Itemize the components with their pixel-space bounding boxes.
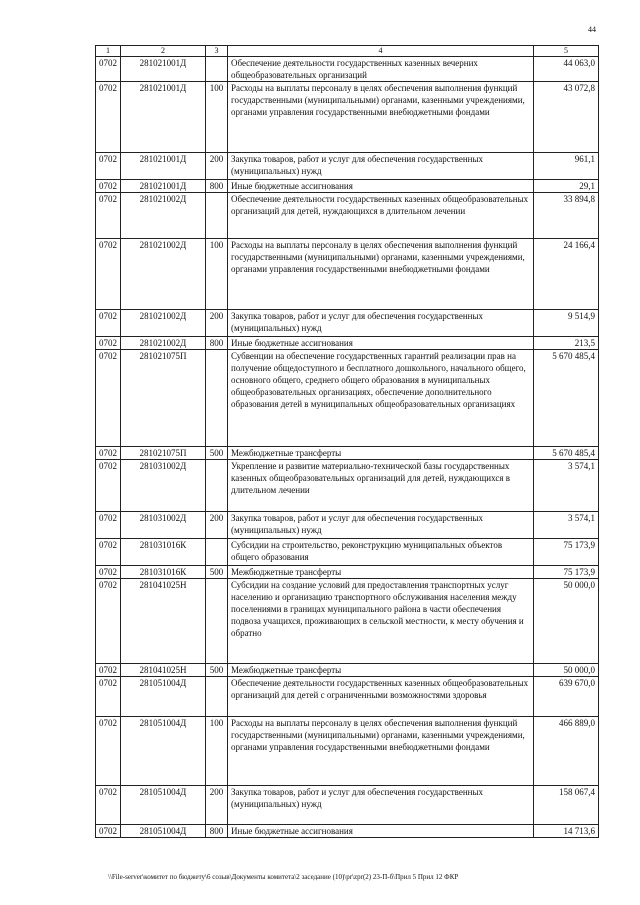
code-cell: 281021002Д — [121, 337, 206, 350]
section-cell: 0702 — [96, 539, 121, 566]
section-cell: 0702 — [96, 677, 121, 717]
column-header: 3 — [206, 46, 228, 57]
amount-cell: 3 574,1 — [534, 460, 599, 512]
table-row — [96, 153, 599, 180]
amount-cell: 961,1 — [534, 153, 599, 180]
table-header-row — [96, 46, 599, 57]
table-row — [96, 350, 599, 447]
description-cell: Расходы на выплаты персоналу в целях обеспечения выполнения функций государственными (муниципальными) органами, казенными учреждениями, органами управления государственными внебюджетными фондами — [228, 239, 534, 310]
section-cell: 0702 — [96, 57, 121, 82]
table-row — [96, 310, 599, 337]
table-row — [96, 786, 599, 825]
table-row — [96, 239, 599, 310]
amount-cell: 158 067,4 — [534, 786, 599, 825]
type-cell — [206, 579, 228, 664]
description-cell: Иные бюджетные ассигнования — [228, 337, 534, 350]
description-cell: Обеспечение деятельности государственных казенных общеобразовательных организаций для детей с ограниченными возможностями здоровья — [228, 677, 534, 717]
type-cell: 200 — [206, 153, 228, 180]
section-cell: 0702 — [96, 447, 121, 460]
amount-cell: 213,5 — [534, 337, 599, 350]
type-cell: 100 — [206, 82, 228, 153]
section-cell: 0702 — [96, 825, 121, 838]
type-cell — [206, 460, 228, 512]
description-cell: Иные бюджетные ассигнования — [228, 825, 534, 838]
section-cell: 0702 — [96, 512, 121, 539]
description-cell: Межбюджетные трансферты — [228, 664, 534, 677]
table-row — [96, 664, 599, 677]
type-cell: 200 — [206, 512, 228, 539]
code-cell: 281021075П — [121, 350, 206, 447]
code-cell: 281031002Д — [121, 512, 206, 539]
type-cell: 100 — [206, 239, 228, 310]
section-cell: 0702 — [96, 717, 121, 786]
code-cell: 281021002Д — [121, 193, 206, 239]
code-cell: 281021002Д — [121, 310, 206, 337]
table-row — [96, 579, 599, 664]
description-cell: Субсидии на создание условий для предоставления транспортных услуг населению и организацию транспортного обслуживания населения между поселениями в границах муниципального района в части обеспечения подвоза учащихся, проживающих в сельской местности, к месту обучения и обратно — [228, 579, 534, 664]
description-cell: Обеспечение деятельности государственных казенных вечерних общеобразовательных организаций — [228, 57, 534, 82]
section-cell: 0702 — [96, 786, 121, 825]
file-path-footer: \\File-server\комитет по бюджету\6 созыв\Документы комитета\2 заседание (10)\pr\zpr(2) 23-П-б\Прил 5 Прил 12 ФКР — [108, 873, 459, 881]
amount-cell: 5 670 485,4 — [534, 350, 599, 447]
page-number: 44 — [588, 25, 596, 34]
type-cell: 500 — [206, 566, 228, 579]
table-row — [96, 717, 599, 786]
description-cell: Расходы на выплаты персоналу в целях обеспечения выполнения функций государственными (муниципальными) органами, казенными учреждениями, органами управления государственными внебюджетными фондами — [228, 717, 534, 786]
code-cell: 281031016К — [121, 566, 206, 579]
type-cell — [206, 539, 228, 566]
description-cell: Закупка товаров, работ и услуг для обеспечения государственных (муниципальных) нужд — [228, 786, 534, 825]
type-cell: 800 — [206, 180, 228, 193]
type-cell — [206, 57, 228, 82]
code-cell: 281041025Н — [121, 579, 206, 664]
column-header: 1 — [96, 46, 121, 57]
description-cell: Закупка товаров, работ и услуг для обеспечения государственных (муниципальных) нужд — [228, 512, 534, 539]
section-cell: 0702 — [96, 193, 121, 239]
amount-cell: 5 670 485,4 — [534, 447, 599, 460]
description-cell: Субсидии на строительство, реконструкцию муниципальных объектов общего образования — [228, 539, 534, 566]
table-row — [96, 539, 599, 566]
code-cell: 281021001Д — [121, 153, 206, 180]
code-cell: 281041025Н — [121, 664, 206, 677]
description-cell: Закупка товаров, работ и услуг для обеспечения государственных (муниципальных) нужд — [228, 153, 534, 180]
type-cell — [206, 677, 228, 717]
table-row — [96, 677, 599, 717]
table-row — [96, 82, 599, 153]
section-cell: 0702 — [96, 579, 121, 664]
table-row — [96, 57, 599, 82]
amount-cell: 639 670,0 — [534, 677, 599, 717]
description-cell: Расходы на выплаты персоналу в целях обеспечения выполнения функций государственными (муниципальными) органами, казенными учреждениями, органами управления государственными внебюджетными фондами — [228, 82, 534, 153]
budget-table — [95, 45, 599, 838]
table-row — [96, 180, 599, 193]
section-cell: 0702 — [96, 460, 121, 512]
column-header: 4 — [228, 46, 534, 57]
section-cell: 0702 — [96, 239, 121, 310]
amount-cell: 3 574,1 — [534, 512, 599, 539]
table-row — [96, 193, 599, 239]
type-cell: 200 — [206, 786, 228, 825]
amount-cell: 75 173,9 — [534, 566, 599, 579]
table-row — [96, 512, 599, 539]
type-cell — [206, 193, 228, 239]
description-cell: Субвенции на обеспечение государственных гарантий реализации прав на получение общедоступного и бесплатного дошкольного, начального общего, основного общего, среднего общего образования в муниципальных общеобразовательных организациях, обеспечение дополнительного образования детей в муниципальных общеобразовательных организациях — [228, 350, 534, 447]
section-cell: 0702 — [96, 566, 121, 579]
type-cell — [206, 350, 228, 447]
column-header: 2 — [121, 46, 206, 57]
code-cell: 281021075П — [121, 447, 206, 460]
amount-cell: 14 713,6 — [534, 825, 599, 838]
amount-cell: 33 894,8 — [534, 193, 599, 239]
code-cell: 281021001Д — [121, 180, 206, 193]
description-cell: Закупка товаров, работ и услуг для обеспечения государственных (муниципальных) нужд — [228, 310, 534, 337]
code-cell: 281051004Д — [121, 677, 206, 717]
table-row — [96, 337, 599, 350]
type-cell: 200 — [206, 310, 228, 337]
code-cell: 281051004Д — [121, 717, 206, 786]
code-cell: 281021001Д — [121, 57, 206, 82]
description-cell: Иные бюджетные ассигнования — [228, 180, 534, 193]
table-row — [96, 825, 599, 838]
table-row — [96, 460, 599, 512]
amount-cell: 466 889,0 — [534, 717, 599, 786]
code-cell: 281051004Д — [121, 786, 206, 825]
type-cell: 800 — [206, 825, 228, 838]
amount-cell: 43 072,8 — [534, 82, 599, 153]
section-cell: 0702 — [96, 664, 121, 677]
section-cell: 0702 — [96, 350, 121, 447]
description-cell: Обеспечение деятельности государственных казенных общеобразовательных организаций для детей, нуждающихся в длительном лечении — [228, 193, 534, 239]
type-cell: 500 — [206, 447, 228, 460]
section-cell: 0702 — [96, 82, 121, 153]
code-cell: 281051004Д — [121, 825, 206, 838]
code-cell: 281031002Д — [121, 460, 206, 512]
amount-cell: 24 166,4 — [534, 239, 599, 310]
section-cell: 0702 — [96, 337, 121, 350]
type-cell: 500 — [206, 664, 228, 677]
amount-cell: 9 514,9 — [534, 310, 599, 337]
table-row — [96, 447, 599, 460]
amount-cell: 75 173,9 — [534, 539, 599, 566]
table-row — [96, 566, 599, 579]
amount-cell: 44 063,0 — [534, 57, 599, 82]
amount-cell: 50 000,0 — [534, 579, 599, 664]
code-cell: 281021001Д — [121, 82, 206, 153]
code-cell: 281021002Д — [121, 239, 206, 310]
column-header: 5 — [534, 46, 599, 57]
type-cell: 800 — [206, 337, 228, 350]
section-cell: 0702 — [96, 153, 121, 180]
description-cell: Межбюджетные трансферты — [228, 447, 534, 460]
amount-cell: 50 000,0 — [534, 664, 599, 677]
amount-cell: 29,1 — [534, 180, 599, 193]
type-cell: 100 — [206, 717, 228, 786]
description-cell: Межбюджетные трансферты — [228, 566, 534, 579]
section-cell: 0702 — [96, 180, 121, 193]
description-cell: Укрепление и развитие материально-технической базы государственных казенных общеобразовательных организаций для детей, нуждающихся в длительном лечении — [228, 460, 534, 512]
section-cell: 0702 — [96, 310, 121, 337]
code-cell: 281031016К — [121, 539, 206, 566]
